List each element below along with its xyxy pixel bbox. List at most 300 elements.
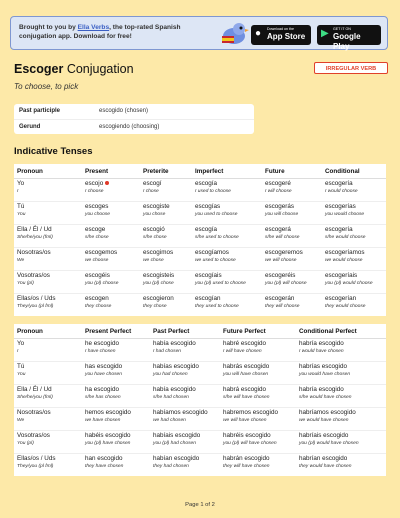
conjugation-cell (82, 385, 150, 408)
spanish-text: escogeréis (265, 272, 296, 279)
app-store-button[interactable] (251, 25, 311, 45)
conjugation-cell (322, 202, 386, 225)
conjugation-spanish (223, 363, 293, 371)
conjugation-cell (150, 339, 220, 362)
conjugation-spanish (195, 295, 259, 303)
conjugation-cell (150, 385, 220, 408)
conjugation-cell (220, 339, 296, 362)
spanish-text: escogerás (265, 203, 295, 210)
banner-text-post: , the top-rated Spanish conjugation app. Download for free! (19, 24, 181, 40)
conjugation-spanish (265, 180, 319, 188)
spanish-text: escogían (195, 295, 221, 302)
pronoun-cell (14, 225, 82, 248)
conjugation-english: we will choose (265, 258, 297, 263)
conjugation-spanish (325, 226, 383, 234)
conjugation-cell (140, 248, 192, 271)
pronoun-spanish (17, 272, 79, 280)
conjugation-spanish (299, 386, 383, 394)
table-row (14, 385, 386, 408)
pronoun-english: We (17, 258, 25, 263)
conjugation-cell (262, 294, 322, 317)
conjugation-cell (150, 454, 220, 477)
conjugation-spanish (195, 226, 259, 234)
conjugation-cell (322, 294, 386, 317)
spanish-text: Vosotras/os (17, 272, 50, 279)
pronoun-spanish (17, 203, 79, 211)
conjugation-english: I would have chosen (299, 349, 344, 354)
conjugation-cell (322, 248, 386, 271)
column-header: Conditional Perfect (296, 324, 386, 339)
spanish-text: habremos escogido (223, 409, 278, 416)
conjugation-cell (322, 225, 386, 248)
spanish-text: Nosotras/os (17, 249, 51, 256)
conjugation-spanish (325, 203, 383, 211)
conjugation-english: you (pl) chose (143, 281, 174, 286)
pronoun-spanish (17, 249, 79, 257)
pronoun-english: I (17, 189, 19, 194)
google-play-small: GET IT ON (333, 27, 351, 31)
conjugation-cell (82, 202, 140, 225)
spanish-text: escogías (195, 203, 221, 210)
conjugation-english: s/he would choose (325, 235, 366, 240)
spanish-text: escogeremos (265, 249, 303, 256)
conjugation-english: I chose (143, 189, 159, 194)
conjugation-cell (262, 225, 322, 248)
conjugation-spanish (85, 249, 137, 257)
conjugation-spanish (223, 455, 293, 463)
conjugation-spanish (85, 295, 137, 303)
conjugation-cell (150, 408, 220, 431)
conjugation-english: they would have chosen (299, 464, 352, 469)
spanish-text: habrían escogido (299, 455, 348, 462)
promo-banner (10, 16, 388, 50)
spanish-text: escogí (143, 180, 162, 187)
conjugation-spanish (153, 432, 217, 440)
spanish-text: escogiste (143, 203, 170, 210)
verb-forms-card (14, 104, 254, 134)
conjugation-cell (220, 408, 296, 431)
spanish-text: escogéis (85, 272, 110, 279)
google-play-button[interactable] (317, 25, 381, 51)
spanish-text: escogimos (143, 249, 174, 256)
pronoun-spanish (17, 363, 79, 371)
column-header: Present Perfect (82, 324, 150, 339)
conjugation-english: I will choose (265, 189, 292, 194)
conjugation-cell (322, 179, 386, 202)
conjugation-spanish (153, 386, 217, 394)
conjugation-english: s/he has chosen (85, 395, 121, 400)
spanish-text: Ella / Él / Ud (17, 386, 52, 393)
gerund-row (14, 119, 254, 135)
conjugation-english: you (pl) will choose (265, 281, 307, 286)
pronoun-spanish (17, 455, 79, 463)
pronoun-cell (14, 294, 82, 317)
conjugation-cell (82, 408, 150, 431)
table-row (14, 454, 386, 477)
conjugation-spanish (85, 226, 137, 234)
spanish-text: habrás escogido (223, 363, 270, 370)
column-header: Future (262, 164, 322, 179)
conjugation-spanish (143, 180, 189, 188)
spanish-text: escogieron (143, 295, 174, 302)
conjugation-english: you (pl) choose (85, 281, 119, 286)
pronoun-cell (14, 362, 82, 385)
conjugation-english: you (pl) used to choose (195, 281, 246, 286)
conjugation-cell (192, 248, 262, 271)
conjugation-cell (82, 431, 150, 454)
conjugation-english: we have chosen (85, 418, 121, 423)
conjugation-spanish (265, 249, 319, 257)
conjugation-english: you would choose (325, 212, 365, 217)
conjugation-english: you (pl) will have chosen (223, 441, 277, 446)
spanish-text: escogerías (325, 203, 356, 210)
conjugation-cell (296, 362, 386, 385)
column-header: Preterite (140, 164, 192, 179)
conjugation-cell (192, 225, 262, 248)
pronoun-cell (14, 408, 82, 431)
conjugation-cell (82, 225, 140, 248)
pronoun-spanish (17, 409, 79, 417)
conjugation-english: they will have chosen (223, 464, 270, 469)
bird-mascot-icon (219, 21, 249, 47)
form-value: escogido (chosen) (99, 108, 149, 114)
conjugation-english: we choose (85, 258, 109, 263)
spanish-text: había escogido (153, 340, 196, 347)
spanish-text: habíais escogido (153, 432, 201, 439)
conjugation-english: you used to choose (195, 212, 238, 217)
conjugation-cell (192, 294, 262, 317)
conjugation-english: we will have chosen (223, 418, 267, 423)
conjugation-spanish (85, 363, 147, 371)
conjugation-spanish (223, 409, 293, 417)
pronoun-cell (14, 248, 82, 271)
column-header: Future Perfect (220, 324, 296, 339)
conjugation-english: I choose (85, 189, 104, 194)
conjugation-spanish (265, 272, 319, 280)
form-label: Past participle (19, 108, 61, 114)
pronoun-english: You (17, 372, 26, 377)
pronoun-english: I (17, 349, 19, 354)
conjugation-english: we had chosen (153, 418, 186, 423)
spanish-text: escogisteis (143, 272, 175, 279)
conjugation-cell (150, 362, 220, 385)
table-header-row (14, 164, 386, 179)
pronoun-cell (14, 431, 82, 454)
spanish-text: Yo (17, 340, 25, 347)
pronoun-spanish (17, 386, 79, 394)
spanish-text: Tú (17, 203, 25, 210)
table-row (14, 339, 386, 362)
conjugation-spanish (195, 272, 259, 280)
conjugation-cell (140, 179, 192, 202)
pronoun-cell (14, 385, 82, 408)
conjugation-spanish (299, 455, 383, 463)
conjugation-spanish (195, 180, 259, 188)
spanish-text: escojo (85, 180, 104, 187)
table-row (14, 408, 386, 431)
pronoun-english: You (pl) (17, 281, 34, 286)
pronoun-english: You (17, 212, 26, 217)
conjugation-english: s/he chose (85, 235, 109, 240)
spanish-text: habríais escogido (299, 432, 349, 439)
conjugation-cell (220, 362, 296, 385)
conjugation-spanish (223, 340, 293, 348)
conjugation-cell (82, 362, 150, 385)
conjugation-english: we would choose (325, 258, 363, 263)
conjugation-spanish (195, 249, 259, 257)
conjugation-english: they chose (143, 304, 167, 309)
pronoun-spanish (17, 340, 79, 348)
spanish-text: Vosotras/os (17, 432, 50, 439)
spanish-text: escogemos (85, 249, 118, 256)
ella-verbs-link[interactable]: Ella Verbs (77, 24, 110, 31)
play-icon: ▶ (321, 28, 329, 39)
conjugation-spanish (265, 203, 319, 211)
conjugation-spanish (223, 386, 293, 394)
conjugation-spanish (85, 409, 147, 417)
conjugation-english: s/he chose (143, 235, 167, 240)
spanish-text: escogería (325, 180, 353, 187)
pronoun-english: She/he/you (fml) (17, 395, 53, 400)
spanish-text: habría escogido (299, 386, 344, 393)
spanish-text: Yo (17, 180, 25, 187)
conjugation-cell (296, 454, 386, 477)
table-row (14, 271, 386, 294)
conjugation-cell (192, 179, 262, 202)
table-row (14, 431, 386, 454)
conjugation-spanish (85, 180, 137, 188)
conjugation-spanish (325, 180, 383, 188)
pronoun-spanish (17, 295, 79, 303)
conjugation-english: you chose (143, 212, 166, 217)
conjugation-cell (140, 294, 192, 317)
spanish-text: escoges (85, 203, 109, 210)
spanish-text: escogeríais (325, 272, 358, 279)
google-play-label: Google Play (333, 32, 361, 51)
conjugation-cell (82, 179, 140, 202)
conjugation-spanish (143, 295, 189, 303)
spanish-text: escogería (325, 226, 353, 233)
title-rest: Conjugation (63, 62, 134, 76)
pronoun-english: They/you (pl fml) (17, 304, 54, 309)
spanish-text: Ellas/os / Uds (17, 295, 56, 302)
conjugation-cell (296, 385, 386, 408)
conjugation-english: I would choose (325, 189, 358, 194)
conjugation-english: they would choose (325, 304, 366, 309)
spanish-text: escogía (195, 180, 218, 187)
conjugation-spanish (153, 455, 217, 463)
pronoun-spanish (17, 226, 79, 234)
table-row (14, 202, 386, 225)
conjugation-cell (192, 202, 262, 225)
conjugation-cell (296, 408, 386, 431)
conjugation-spanish (299, 363, 383, 371)
conjugation-english: s/he had chosen (153, 395, 189, 400)
conjugation-english: they used to choose (195, 304, 239, 309)
conjugation-english: you (pl) would have chosen (299, 441, 359, 446)
spanish-text: habrá escogido (223, 386, 267, 393)
table-row (14, 248, 386, 271)
section-title: Indicative Tenses (14, 146, 93, 157)
conjugation-english: you (pl) had chosen (153, 441, 196, 446)
conjugation-english: they choose (85, 304, 112, 309)
table-header-row (14, 324, 386, 339)
verb-name: Escoger (14, 62, 64, 76)
pronoun-english: You (pl) (17, 441, 34, 446)
conjugation-spanish (325, 249, 383, 257)
banner-text (19, 24, 209, 41)
pronoun-cell (14, 271, 82, 294)
pronoun-cell (14, 339, 82, 362)
spanish-text: habéis escogido (85, 432, 131, 439)
conjugation-cell (262, 248, 322, 271)
conjugation-cell (150, 431, 220, 454)
spanish-text: escogíais (195, 272, 222, 279)
conjugation-cell (322, 271, 386, 294)
conjugation-spanish (265, 226, 319, 234)
spanish-text: Tú (17, 363, 25, 370)
conjugation-english: you (pl) have chosen (85, 441, 131, 446)
conjugation-english: s/he would have chosen (299, 395, 352, 400)
table-row (14, 294, 386, 317)
conjugation-english: I will have chosen (223, 349, 262, 354)
conjugation-cell (296, 431, 386, 454)
spanish-text: han escogido (85, 455, 123, 462)
conjugation-english: you will choose (265, 212, 299, 217)
conjugation-spanish (153, 340, 217, 348)
spanish-text: escogen (85, 295, 109, 302)
spanish-text: escogía (195, 226, 218, 233)
conjugation-english: s/he will choose (265, 235, 300, 240)
conjugation-spanish (85, 340, 147, 348)
conjugation-spanish (223, 432, 293, 440)
pronoun-cell (14, 202, 82, 225)
spanish-text: escogió (143, 226, 165, 233)
conjugation-english: we used to choose (195, 258, 236, 263)
past-participle-row (14, 104, 254, 119)
conjugation-cell (262, 271, 322, 294)
spanish-text: habríamos escogido (299, 409, 356, 416)
conjugation-cell (220, 385, 296, 408)
pronoun-spanish (17, 180, 79, 188)
spanish-text: escoge (85, 226, 106, 233)
conjugation-cell (82, 271, 140, 294)
table-row (14, 179, 386, 202)
conjugation-spanish (85, 455, 147, 463)
spanish-text: habré escogido (223, 340, 267, 347)
conjugation-spanish (299, 432, 383, 440)
verb-translation: To choose, to pick (14, 82, 79, 91)
form-value: escogiendo (choosing) (99, 124, 160, 130)
spanish-text: he escogido (85, 340, 119, 347)
conjugation-cell (262, 202, 322, 225)
conjugation-spanish (325, 295, 383, 303)
column-header: Past Perfect (150, 324, 220, 339)
conjugation-spanish (299, 409, 383, 417)
spanish-text: habías escogido (153, 363, 199, 370)
conjugation-spanish (85, 386, 147, 394)
spanish-text: Nosotras/os (17, 409, 51, 416)
conjugation-english: you had chosen (153, 372, 188, 377)
conjugation-english: I had chosen (153, 349, 182, 354)
conjugation-cell (140, 202, 192, 225)
spanish-text: habíamos escogido (153, 409, 208, 416)
conjugation-cell (262, 179, 322, 202)
pronoun-english: She/he/you (fml) (17, 235, 53, 240)
conjugation-cell (140, 225, 192, 248)
pronoun-cell (14, 454, 82, 477)
spanish-text: habrías escogido (299, 363, 347, 370)
conjugation-cell (82, 454, 150, 477)
spanish-text: has escogido (85, 363, 123, 370)
spanish-text: escogerán (265, 295, 295, 302)
conjugation-spanish (85, 432, 147, 440)
conjugation-spanish (85, 203, 137, 211)
conjugation-spanish (325, 272, 383, 280)
conjugation-english: s/he will have chosen (223, 395, 270, 400)
spanish-text: había escogido (153, 386, 196, 393)
table-row (14, 362, 386, 385)
banner-text-pre: Brought to you by (19, 24, 78, 31)
conjugation-cell (140, 271, 192, 294)
conjugation-spanish (143, 226, 189, 234)
form-label: Gerund (19, 124, 41, 130)
spanish-text: Ella / Él / Ud (17, 226, 52, 233)
conjugation-english: you (pl) would choose (325, 281, 373, 286)
conjugation-spanish (143, 203, 189, 211)
conjugation-spanish (299, 340, 383, 348)
conjugation-english: I used to choose (195, 189, 231, 194)
conjugation-english: they had chosen (153, 464, 189, 469)
conjugation-spanish (85, 272, 137, 280)
spanish-text: habrán escogido (223, 455, 270, 462)
page-title (14, 62, 134, 76)
conjugation-cell (296, 339, 386, 362)
conjugation-english: you choose (85, 212, 111, 217)
spanish-text: ha escogido (85, 386, 119, 393)
irregular-marker-icon (105, 181, 109, 185)
conjugation-spanish (143, 249, 189, 257)
pronoun-spanish (17, 432, 79, 440)
spanish-text: hemos escogido (85, 409, 131, 416)
spanish-text: Ellas/os / Uds (17, 455, 56, 462)
conjugation-cell (82, 248, 140, 271)
conjugation-english: you have chosen (85, 372, 122, 377)
conjugation-spanish (153, 409, 217, 417)
irregular-verb-badge: IRREGULAR VERB (314, 62, 388, 74)
conjugation-spanish (265, 295, 319, 303)
conjugation-english: we would have chosen (299, 418, 349, 423)
pronoun-english: They/you (pl fml) (17, 464, 54, 469)
spanish-text: escogeré (265, 180, 291, 187)
conjugation-spanish (195, 203, 259, 211)
conjugation-english: they have chosen (85, 464, 124, 469)
conjugation-english: they will choose (265, 304, 300, 309)
pronoun-cell (14, 179, 82, 202)
table-row (14, 225, 386, 248)
conjugation-english: s/he used to choose (195, 235, 239, 240)
column-header: Conditional (322, 164, 386, 179)
spanish-text: habían escogido (153, 455, 200, 462)
conjugation-cell (82, 339, 150, 362)
column-header: Imperfect (192, 164, 262, 179)
spanish-text: escogíamos (195, 249, 229, 256)
conjugation-english: you would have chosen (299, 372, 351, 377)
conjugation-english: you will have chosen (223, 372, 269, 377)
spanish-text: escogerá (265, 226, 291, 233)
spanish-text: escogeríamos (325, 249, 365, 256)
spanish-text: habréis escogido (223, 432, 271, 439)
